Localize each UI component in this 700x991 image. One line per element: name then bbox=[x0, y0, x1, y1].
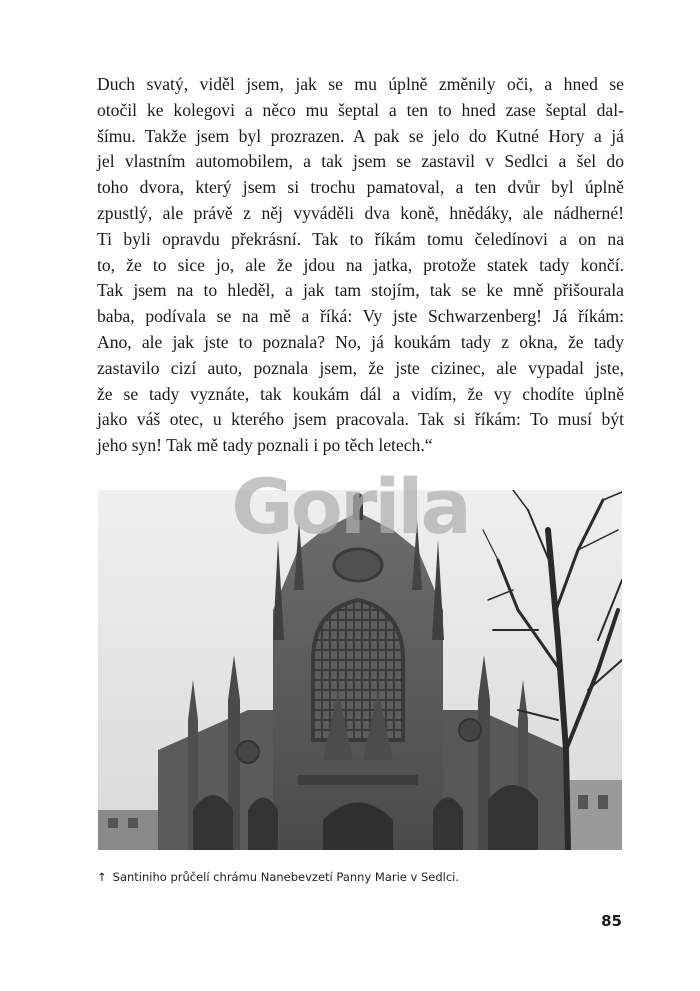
text-line: baba, podívala se na mě a říká: Vy jste Schwarzenberg! Já říkám: bbox=[97, 306, 624, 327]
text-line: Duch svatý, viděl jsem, jak se mu úplně změnily oči, a hned se bbox=[97, 74, 624, 94]
photo-caption bbox=[97, 870, 459, 884]
text-line: jel vlastním automobilem, a tak jsem se zastavil v Sedlci a šel do bbox=[97, 151, 624, 172]
arrow-up-icon: ↑ bbox=[97, 870, 107, 884]
watermark-logo: Gorila bbox=[231, 462, 469, 551]
text-line: otočil ke kolegovi a něco mu šeptal a ten to hned zase šeptal dal- bbox=[97, 99, 624, 120]
body-text bbox=[97, 72, 624, 459]
text-line: jeho syn! Tak mě tady poznali i po těch letech.“ bbox=[97, 435, 433, 456]
text-line: zastavilo cizí auto, poznala jsem, že jste cizinec, ale vypadal jste, bbox=[97, 357, 624, 378]
text-line: to, že to sice jo, ale že jdou na jatka, protože statek tady končí. bbox=[97, 254, 624, 275]
text-line: Tak jsem na to hleděl, a jak tam stojím, tak se ke mně přišourala bbox=[97, 280, 624, 301]
text-line: toho dvora, který jsem si trochu pamatoval, a ten dvůr byl úplně bbox=[97, 177, 624, 198]
text-line: Ti byli opravdu překrásní. Tak to říkám tomu čeledínovi a on na bbox=[97, 228, 624, 249]
text-line: Ano, ale jak jste to poznala? No, já koukám tady z okna, že tady bbox=[97, 331, 624, 352]
page-number: 85 bbox=[601, 912, 622, 930]
caption-text: Santiniho průčelí chrámu Nanebevzetí Panny Marie v Sedlci. bbox=[112, 870, 460, 884]
text-line: že se tady vyznáte, tak koukám dál a vidím, že vy chodíte úplně bbox=[97, 383, 624, 404]
text-line: zpustlý, ale právě z něj vyváděli dva koně, hnědáky, ale nádherné! bbox=[97, 202, 624, 223]
text-line: šímu. Takže jsem byl prozrazen. A pak se jelo do Kutné Hory a já bbox=[97, 125, 624, 146]
text-line: jako váš otec, u kterého jsem pracovala. Tak si říkám: To musí být bbox=[97, 409, 624, 430]
church-photo bbox=[98, 490, 622, 850]
